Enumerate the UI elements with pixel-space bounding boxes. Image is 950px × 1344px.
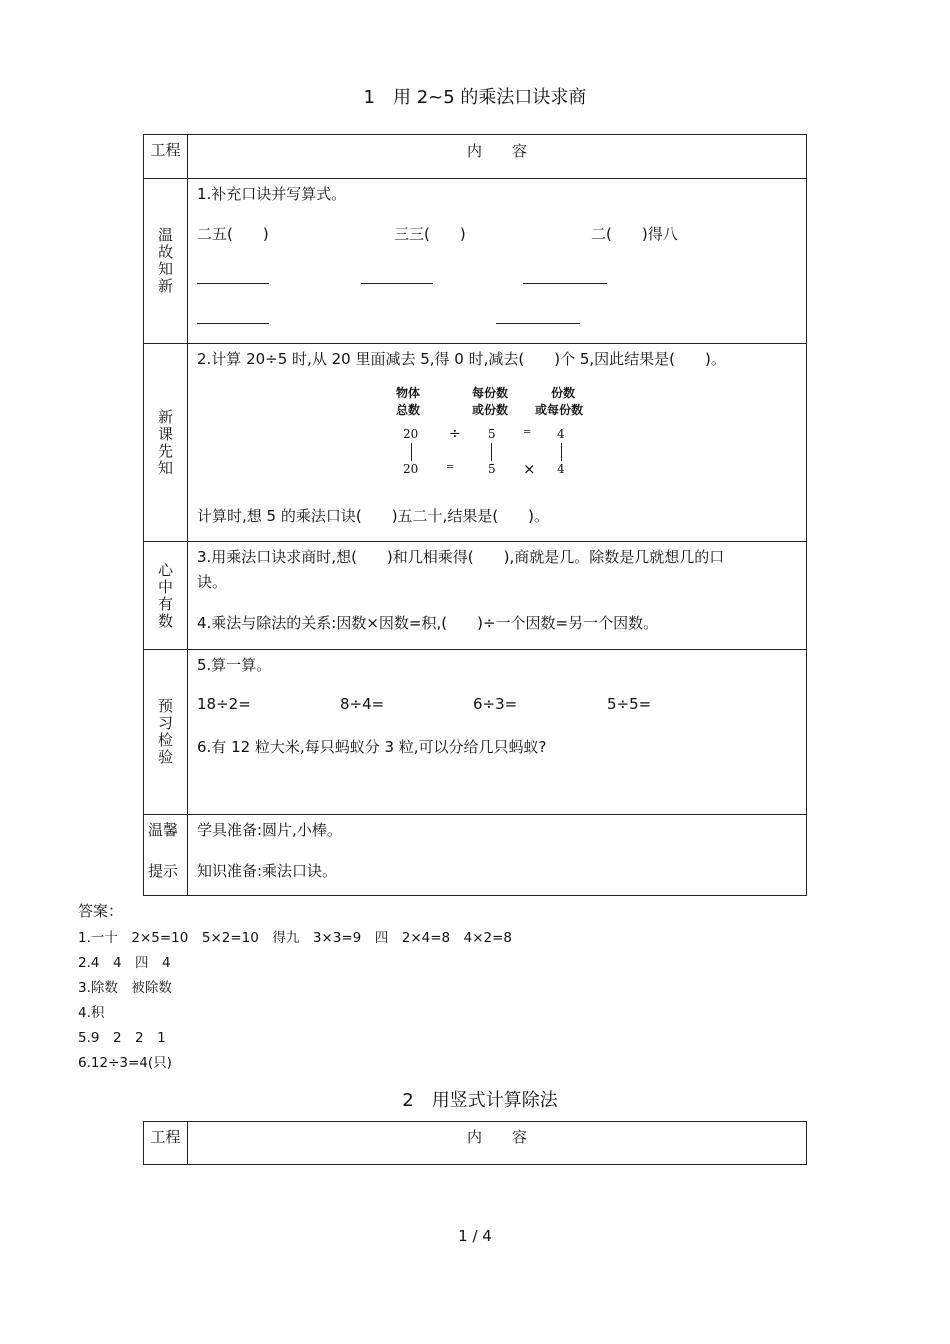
label-review: 温 故 知 新 (144, 179, 188, 343)
page-number: 1 / 4 (458, 1227, 492, 1245)
label-preview: 新 课 先 知 (144, 344, 188, 541)
row-mind (144, 541, 806, 649)
answer-line (496, 323, 580, 324)
answer-line-6: 6.12÷3=4(只) (78, 1055, 172, 1071)
section-1-title: 1 用 2~5 的乘法口诀求商 (363, 87, 587, 108)
question-5: 5.算一算。 (197, 656, 272, 674)
row-review (144, 178, 806, 343)
lesson-2-table (143, 1121, 807, 1165)
answer-line-5: 5.9 2 2 1 (78, 1030, 166, 1046)
header-content: 内 容 (466, 142, 527, 160)
answer-line (197, 323, 269, 324)
question-4: 4.乘法与除法的关系:因数×因数=积,( )÷一个因数=另一个因数。 (197, 614, 659, 632)
label-mind: 心 中 有 数 (144, 542, 188, 649)
blank-3: 二( )得八 (591, 225, 678, 243)
question-3-line-2: 诀。 (197, 573, 228, 591)
answers-heading: 答案： (78, 902, 124, 920)
section-2-title: 2 用竖式计算除法 (402, 1090, 558, 1111)
answer-line (197, 283, 269, 284)
label-tips: 温馨 提示 (144, 815, 188, 895)
tip-tools: 学具准备:圆片,小棒。 (197, 821, 342, 839)
label-check: 预 习 检 验 (144, 650, 188, 814)
blank-2: 三三( ) (394, 225, 466, 243)
answer-line-4: 4.积 (78, 1005, 105, 1021)
question-2b: 计算时,想 5 的乘法口诀( )五二十,结果是( )。 (197, 507, 550, 525)
question-6: 6.有 12 粒大米,每只蚂蚁分 3 粒,可以分给几只蚂蚁? (197, 738, 547, 756)
lesson-1-table (143, 134, 807, 896)
tip-knowledge: 知识准备:乘法口诀。 (197, 862, 338, 880)
question-1: 1.补充口诀并写算式。 (197, 185, 347, 203)
table-header-row (144, 1122, 806, 1164)
answer-line (361, 283, 433, 284)
expression-1: 18÷2= (197, 695, 251, 713)
answer-line-1: 1.一十 2×5=10 5×2=10 得九 3×3=9 四 2×4=8 4×2=8 (78, 930, 513, 946)
header-content: 内 容 (466, 1128, 527, 1146)
expression-3: 6÷3= (473, 695, 518, 713)
question-3-line-1: 3.用乘法口诀求商时,想( )和几相乘得( ),商就是几。除数是几就想几的口 (197, 548, 725, 566)
question-2: 2.计算 20÷5 时,从 20 里面减去 5,得 0 时,减去( )个 5,因此结果是( )。 (197, 350, 726, 368)
table-header-row (144, 135, 806, 178)
row-tips (144, 814, 806, 895)
header-project: 工程 (144, 1122, 188, 1164)
expression-4: 5÷5= (607, 695, 652, 713)
answer-line-2: 2.4 4 四 4 (78, 955, 171, 971)
blank-1: 二五( ) (197, 225, 269, 243)
row-check (144, 649, 806, 814)
answer-line-3: 3.除数 被除数 (78, 980, 172, 996)
row-preview: 新 课 先 知 2.计算 20÷5 时,从 20 里面减去 5,得 0 时,减去( )个 5,因此结果是( )。 物体 总数 每份数 或份数 份数 或每份数 20 ÷ 5 = 4 20 = 5 × 4 计算时,想 5 的乘法口诀( )五二十,结果是( )。 (144, 343, 806, 541)
header-project: 工程 (144, 135, 188, 178)
answer-line (523, 283, 607, 284)
expression-2: 8÷4= (340, 695, 385, 713)
